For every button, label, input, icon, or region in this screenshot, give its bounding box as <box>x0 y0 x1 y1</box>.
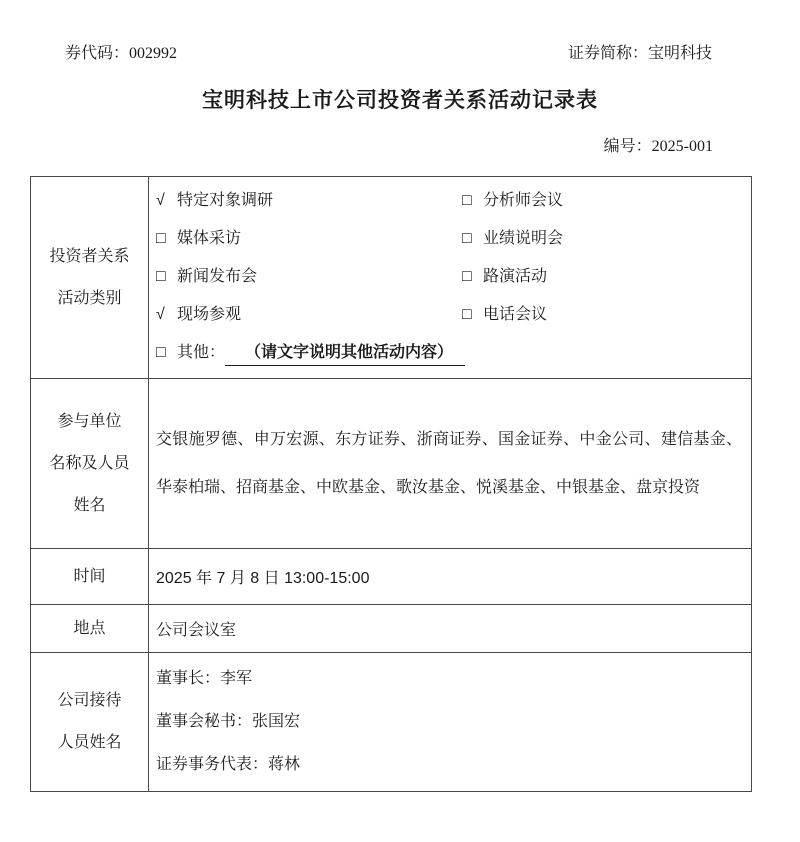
table-row-time <box>31 549 751 605</box>
option-label: 分析师会议 <box>483 192 564 209</box>
label-line: 时间 <box>73 567 106 585</box>
option-row <box>156 258 741 296</box>
option-label: 路演活动 <box>483 268 548 285</box>
checkbox-mark-icon: □ <box>156 344 166 361</box>
option-label: 特定对象调研 <box>177 192 274 209</box>
label-line: 姓名 <box>73 496 106 514</box>
label-line: 名称及人员 <box>49 454 130 472</box>
option-label: 媒体采访 <box>177 230 242 247</box>
option-label: 其他： <box>177 344 226 361</box>
checkbox-mark-icon: □ <box>156 268 166 285</box>
other-note-underline: （请文字说明其他活动内容） <box>225 341 465 366</box>
option-analyst-meeting <box>462 182 563 220</box>
doc-number: 编号：2025-001 <box>603 138 713 155</box>
option-earnings-briefing <box>462 220 563 258</box>
label-line: 公司接待 <box>57 692 122 709</box>
ir-activity-table <box>30 176 752 792</box>
option-site-visit <box>156 296 462 334</box>
option-row <box>156 182 741 220</box>
location-label <box>31 605 149 652</box>
label-line: 地点 <box>73 619 106 637</box>
checkbox-mark-icon: □ <box>156 230 166 247</box>
option-conference-call <box>462 296 547 334</box>
table-row-participants <box>31 379 751 549</box>
reception-line-secretary: 董事会秘书：张国宏 <box>156 713 301 730</box>
reception-line-chairman: 董事长：李军 <box>156 670 253 687</box>
label-line: 活动类别 <box>57 289 122 307</box>
table-row-location <box>31 605 751 653</box>
time-label <box>31 549 149 604</box>
page-title: 宝明科技上市公司投资者关系活动记录表 <box>202 88 598 112</box>
participants-label <box>31 379 149 548</box>
reception-cell <box>149 653 751 791</box>
option-label: 业绩说明会 <box>483 230 564 247</box>
label-line: 人员姓名 <box>57 734 122 751</box>
time-value-cell <box>149 549 751 604</box>
reception-label <box>31 653 149 791</box>
table-row-reception <box>31 653 751 791</box>
stock-code-text: 券代码：002992 <box>65 45 178 62</box>
activity-options <box>149 177 751 378</box>
checkbox-mark-icon: √ <box>156 192 165 209</box>
option-specific-research <box>156 182 462 220</box>
checkbox-mark-icon: □ <box>462 230 472 247</box>
location-value-cell <box>149 605 751 652</box>
checkbox-mark-icon: □ <box>462 268 472 285</box>
time-value: 2025 年 7 月 8 日 13:00-15:00 <box>156 570 370 587</box>
option-row <box>156 220 741 258</box>
option-row <box>156 296 741 334</box>
option-label: 新闻发布会 <box>177 268 258 285</box>
option-roadshow <box>462 258 547 296</box>
option-label: 现场参观 <box>177 306 242 323</box>
activity-type-label <box>31 177 149 378</box>
checkbox-mark-icon: □ <box>462 192 472 209</box>
option-other <box>156 334 741 372</box>
option-media-interview <box>156 220 462 258</box>
stock-name-text: 证券简称：宝明科技 <box>567 45 712 62</box>
participants-cell <box>149 379 751 548</box>
option-label: 电话会议 <box>483 306 548 323</box>
checkbox-mark-icon: □ <box>462 306 472 323</box>
label-line: 投资者关系 <box>49 247 130 265</box>
reception-line-representative: 证券事务代表：蒋林 <box>156 756 301 773</box>
option-press-conference <box>156 258 462 296</box>
checkbox-mark-icon: √ <box>156 306 165 323</box>
label-line: 参与单位 <box>57 412 122 430</box>
table-row-activity-type <box>31 177 751 379</box>
participants-text: 交银施罗德、申万宏源、东方证券、浙商证券、国金证券、中金公司、建信基金、华泰柏瑞、招商基金、中欧基金、歌汝基金、悦溪基金、中银基金、盘京投资 <box>156 430 742 496</box>
location-value: 公司会议室 <box>156 622 237 639</box>
